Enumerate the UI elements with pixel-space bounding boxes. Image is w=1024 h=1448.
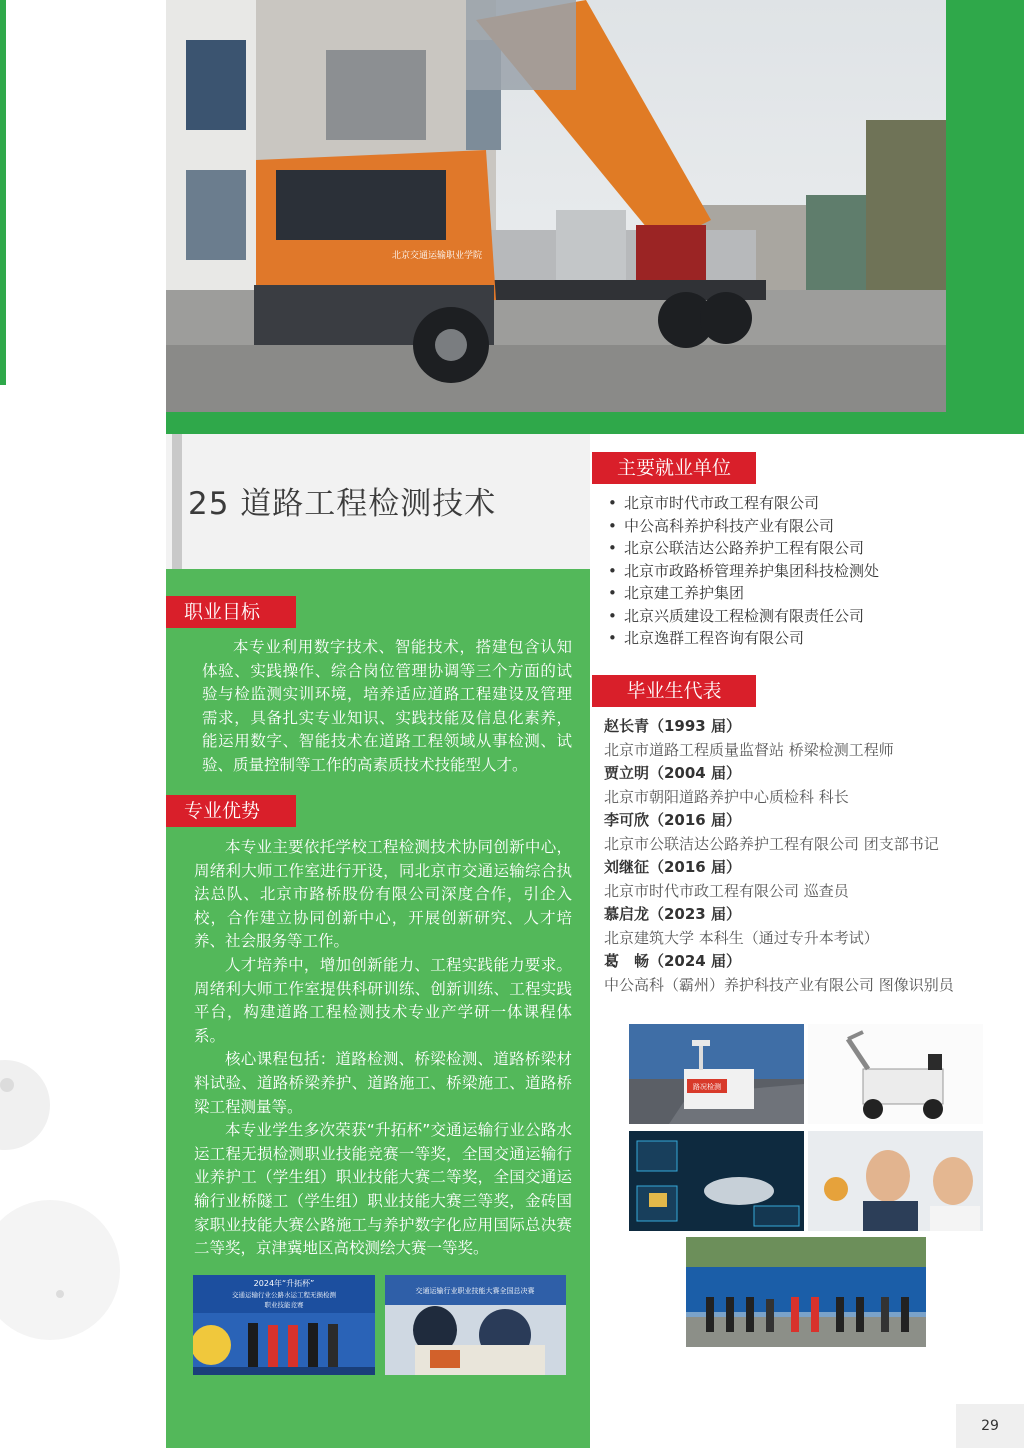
bullet: • <box>608 561 617 580</box>
section-heading-employers: 主要就业单位 <box>592 452 756 484</box>
list-item <box>608 605 879 628</box>
graduate-position: 北京市道路工程质量监督站 桥梁检测工程师 <box>604 740 894 759</box>
bullet: • <box>608 584 617 602</box>
decor-dot <box>0 1078 14 1092</box>
decor-circle <box>0 1200 120 1340</box>
section-heading-graduates: 毕业生代表 <box>592 675 756 707</box>
graduate-name: 刘继征（2016 届） <box>604 858 741 876</box>
advantages-text <box>194 836 572 1261</box>
section-heading-advantages: 专业优势 <box>166 795 296 827</box>
photo-award-ceremony <box>193 1275 375 1375</box>
bullet: • <box>608 539 617 557</box>
photo-lab-students <box>808 1131 983 1231</box>
graduate-position: 北京建筑大学 本科生（通过专升本考试） <box>604 928 879 947</box>
list-item <box>608 582 879 605</box>
decor-dot <box>56 1290 64 1298</box>
competition-banner-text: 交通运输行业职业技能大赛全国总决赛 <box>415 1287 535 1295</box>
photo-students-competition <box>385 1275 566 1375</box>
truck-door-text: 北京交通运输职业学院 <box>392 251 483 261</box>
advantages-paragraph: 核心课程包括：道路检测、桥梁检测、道路桥梁材料试验、道路桥梁养护、道路施工、桥梁施工、道路桥梁工程测量等。 <box>194 1050 572 1116</box>
left-accent-strip <box>0 0 6 385</box>
list-item <box>608 537 879 560</box>
employer-name: 中公高科养护科技产业有限公司 <box>624 516 835 535</box>
employer-name: 北京公联洁达公路养护工程有限公司 <box>624 539 865 557</box>
advantages-paragraph: 本专业学生多次荣获“升拓杯”交通运输行业公路水运工程无损检测职业技能竞赛一等奖，全国交通运输行业养护工（学生组）职业技能大赛二等奖，全国交通运输行业桥隧工（学生组）职业技能大赛三等奖，金砖国家职业技能大赛公路施工与养护数字化应用国际总决赛二等奖，京津冀地区高校测绘大赛一等奖。 <box>194 1121 572 1258</box>
employer-name: 北京建工养护集团 <box>624 584 745 602</box>
section-heading-career-goal: 职业目标 <box>166 596 296 628</box>
bullet: • <box>608 629 617 647</box>
list-item <box>608 515 879 538</box>
award-banner-line1: 2024年“升拓杯” <box>253 1279 315 1288</box>
title-accent-stripe <box>172 434 182 569</box>
employers-list <box>608 492 879 650</box>
photo-group-competition <box>686 1237 926 1347</box>
career-goal-paragraph: 本专业利用数字技术、智能技术，搭建包含认知体验、实践操作、综合岗位管理协调等三个方面的试验与检监测实训环境，培养适应道路工程建设及管理需求，具备扎实专业知识、实践技能及信息化素养，能运用数字、智能技术在道路工程领域从事检测、试验、质量控制等工作的高素质技术技能型人才。 <box>202 638 572 774</box>
graduate-position: 北京市时代市政工程有限公司 巡查员 <box>604 881 849 900</box>
advantages-paragraph: 人才培养中，增加创新能力、工程实践能力要求。周绪利大师工作室提供科研训练、创新训练、工程实践平台，构建道路工程检测技术专业产学研一体课程体系。 <box>194 955 572 1045</box>
advantages-paragraph: 本专业主要依托学校工程检测技术协同创新中心，周绪利大师工作室进行开设，同北京市交通运输综合执法总队、北京市路桥股份有限公司深度合作，引企入校，合作建立协同创新中心，开展创新研究、人才培养、社会服务等工作。 <box>194 838 572 951</box>
page-title: 25 道路工程检测技术 <box>188 486 497 522</box>
graduate-name: 贾立明（2004 届） <box>604 764 741 782</box>
photo-road-inspection-vehicle <box>629 1024 804 1124</box>
employer-name: 北京市政路桥管理养护集团科技检测处 <box>624 561 880 580</box>
graduate-name: 葛 畅（2024 届） <box>604 952 741 970</box>
graduate-position: 中公高科（霸州）养护科技产业有限公司 图像识别员 <box>604 975 954 994</box>
graduate-position: 北京市朝阳道路养护中心质检科 科长 <box>604 787 849 806</box>
list-item <box>608 492 879 515</box>
employer-name: 北京市时代市政工程有限公司 <box>624 494 820 512</box>
employer-name: 北京逸群工程咨询有限公司 <box>624 629 805 647</box>
graduate-name: 赵长青（1993 届） <box>604 717 741 735</box>
graduate-name: 慕启龙（2023 届） <box>604 905 741 923</box>
award-banner-line3: 职业技能竞赛 <box>264 1301 304 1309</box>
photo-digital-detection-screen <box>629 1131 804 1231</box>
employer-name: 北京兴质建设工程检测有限责任公司 <box>624 606 865 625</box>
bullet: • <box>608 606 617 625</box>
list-item <box>608 560 879 583</box>
graduates-list <box>604 715 1014 997</box>
hero-photo-inspection-truck <box>166 0 946 412</box>
photo-inspection-robot <box>808 1024 983 1124</box>
vehicle-label-text: 路况检测 <box>693 1083 721 1091</box>
graduate-position: 北京市公联洁达公路养护工程有限公司 团支部书记 <box>604 834 939 853</box>
bullet: • <box>608 516 617 535</box>
award-banner-line2: 交通运输行业公路水运工程无损检测 <box>232 1291 336 1299</box>
decor-circle <box>0 1060 50 1150</box>
page-number: 29 <box>981 1418 999 1434</box>
list-item <box>608 627 879 650</box>
bullet: • <box>608 494 617 512</box>
graduate-name: 李可欣（2016 届） <box>604 811 741 829</box>
career-goal-text <box>202 636 572 778</box>
